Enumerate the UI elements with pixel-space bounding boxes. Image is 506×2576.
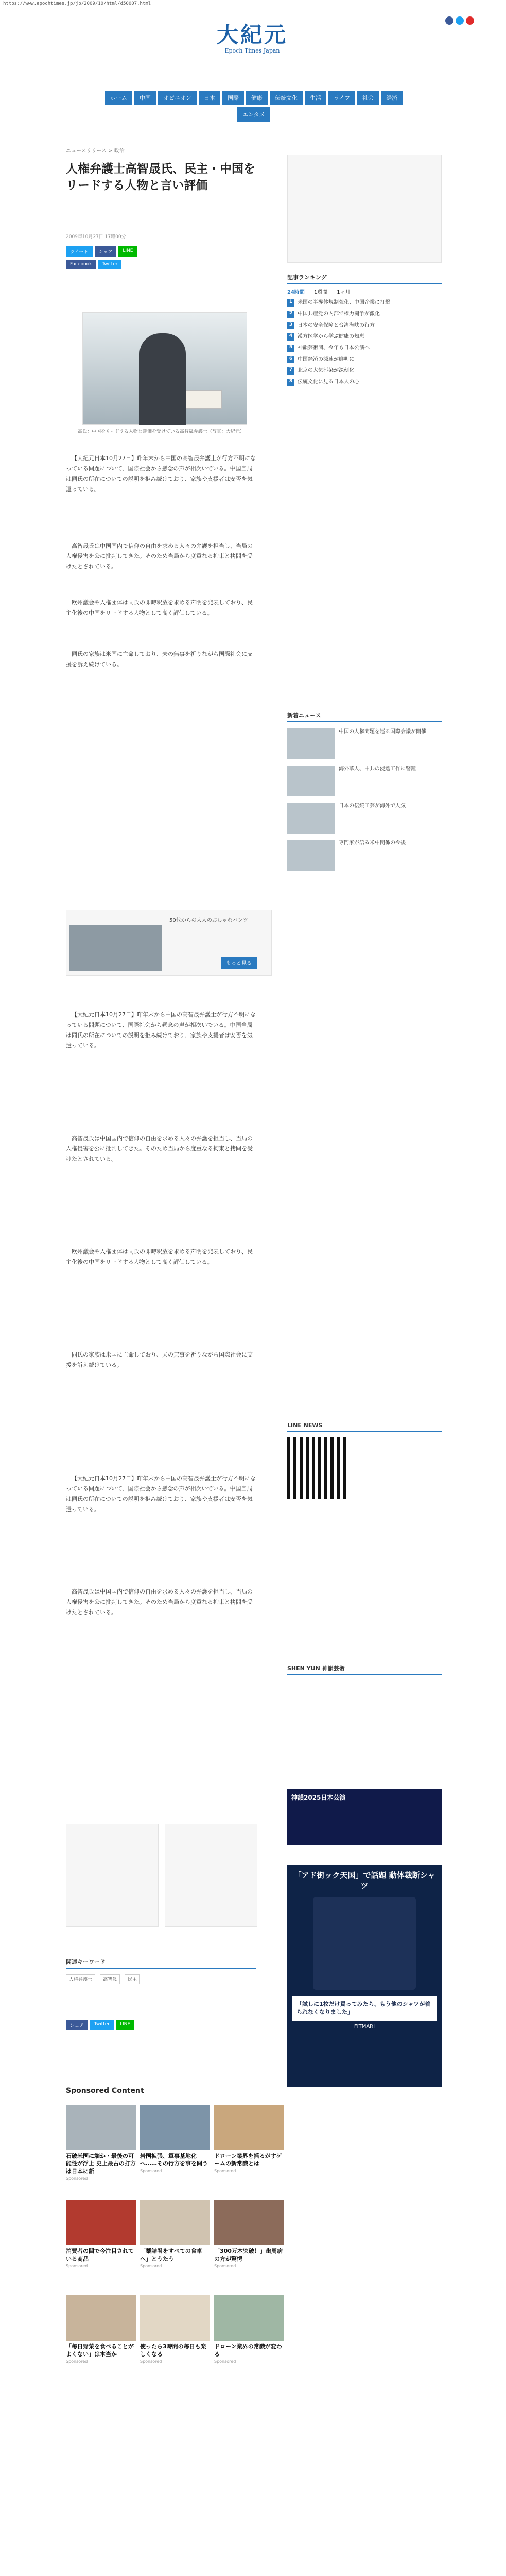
ranking-item-title: 漢方医学から学ぶ健康の知恵 <box>298 334 364 340</box>
keywords-title: 関連キーワード <box>66 1958 256 1969</box>
ranking-title: 記事ランキング <box>287 273 442 284</box>
keyword-tag[interactable]: 民主 <box>125 1974 140 1984</box>
card-source: Sponsored <box>140 2359 162 2364</box>
breadcrumb[interactable]: ニュースリリース > 政治 <box>66 148 125 154</box>
sidebar-camera-ad[interactable] <box>287 155 442 263</box>
news-item[interactable] <box>287 766 442 796</box>
share-bar-bottom <box>66 2020 134 2030</box>
article-paragraph: 【大紀元日本10月27日】昨年末から中国の高智晟弁護士が行方不明になっている問題について、国際社会から懸念の声が相次いでいる。中国当局は同氏の所在についての説明を拒み続けており、家族や支援者は安否を気遣っている。 <box>66 1475 256 1513</box>
card-title: 使ったら3時間の毎日も楽しくなる <box>140 2343 206 2358</box>
ranking-item-title: 米国の半導体規制強化、中国企業に打撃 <box>298 300 390 306</box>
sponsored-card[interactable] <box>66 2295 136 2364</box>
tab-week[interactable]: 1週間 <box>313 290 328 295</box>
shenyun-banner-text: 神韻2025日本公演 <box>291 1794 346 1801</box>
sponsored-card[interactable] <box>66 2200 136 2268</box>
card-title: 「300万本突破！」歯周病の方が驚愕 <box>214 2248 283 2262</box>
sidebar-ad-left[interactable] <box>66 1824 159 1927</box>
ranking-item[interactable] <box>287 379 442 386</box>
nav-item[interactable]: ライフ <box>328 91 355 105</box>
news-thumb <box>287 803 335 834</box>
news-item[interactable] <box>287 840 442 871</box>
nav-item[interactable]: 社会 <box>357 91 379 105</box>
card-image <box>214 2105 284 2150</box>
sponsored-card[interactable] <box>214 2200 284 2268</box>
ranking-item-title: 北京の大気汚染が深刻化 <box>298 368 354 374</box>
ranking-item[interactable] <box>287 367 442 375</box>
article-paragraph: 高智晟氏は中国国内で信仰の自由を求める人々の弁護を担当し、当局の人権侵害を公に批判してきた。そのため当局から度重なる拘束と拷問を受けたとされている。 <box>66 1135 253 1162</box>
rank-number: 5 <box>287 345 294 352</box>
card-image <box>140 2200 210 2245</box>
sponsored-card[interactable] <box>214 2105 284 2173</box>
card-title: 消費者の間で今注目されている商品 <box>66 2248 134 2262</box>
nav-item[interactable]: 日本 <box>199 91 220 105</box>
card-image <box>214 2295 284 2341</box>
sponsored-card[interactable] <box>140 2295 210 2364</box>
line-share-button[interactable]: LINE <box>118 246 137 257</box>
keyword-tag[interactable]: 人権弁護士 <box>66 1974 95 1984</box>
card-title: 岩国拡張、軍事基地化へ……その行方を事を問う <box>140 2153 208 2167</box>
shop-banner[interactable] <box>287 1865 442 2087</box>
card-source: Sponsored <box>140 2168 162 2173</box>
sidebar-ad-right[interactable] <box>165 1824 257 1927</box>
card-image <box>140 2295 210 2341</box>
ad-label: 50代からの大人のおしゃれパンツ <box>169 918 248 923</box>
twitter-share-button[interactable]: Twitter <box>98 260 121 269</box>
card-title: 「藁詰肴をすべての食卓へ」とうたう <box>140 2248 202 2262</box>
nav-item[interactable]: 中国 <box>134 91 156 105</box>
card-image <box>66 2200 136 2245</box>
shirt-image <box>313 1897 416 1990</box>
twitter-share-button[interactable]: Twitter <box>90 2020 114 2030</box>
shop-banner-quote: 「試しに1枚だけ買ってみたら、もう他のシャツが着られなくなりました」 <box>292 1996 437 2021</box>
name-plate <box>186 390 222 409</box>
card-source: Sponsored <box>214 2359 236 2364</box>
shop-brand: FITMARI <box>354 2024 375 2029</box>
ranking-item-title: 伝統文化に見る日本人の心 <box>298 379 359 385</box>
sponsored-title: Sponsored Content <box>66 2087 144 2095</box>
photo-caption: 高氏：中国をリードする人物と評価を受けている高智晟弁護士（写真：大紀元） <box>78 429 245 434</box>
article-paragraph: 欧州議会や人権団体は同氏の即時釈放を求める声明を発表しており、民主化後の中国をリードする人物として高く評価している。 <box>66 1248 253 1265</box>
news-title: 新着ニュース <box>287 711 442 722</box>
article-paragraph: 同氏の家族は米国に亡命しており、夫の無事を祈りながら国際社会に支援を訴え続けている。 <box>66 1351 253 1368</box>
ranking-item-title: 日本の安全保障と台湾海峡の行方 <box>298 323 375 328</box>
news-thumb <box>287 766 335 796</box>
main-nav <box>97 91 411 122</box>
qr-code[interactable] <box>287 1437 349 1499</box>
news-thumb <box>287 728 335 759</box>
sponsored-card[interactable] <box>66 2105 136 2181</box>
card-source: Sponsored <box>140 2264 162 2268</box>
ad-image <box>69 925 162 971</box>
site-logo[interactable] <box>196 23 309 54</box>
news-item[interactable] <box>287 803 442 834</box>
ranking-item[interactable] <box>287 311 442 318</box>
facebook-share-button[interactable]: シェア <box>95 246 117 257</box>
line-share-button[interactable]: LINE <box>116 2020 134 2030</box>
rank-number: 8 <box>287 379 294 386</box>
article-paragraph: 同氏の家族は米国に亡命しており、夫の無事を祈りながら国際社会に支援を訴え続けている。 <box>66 651 253 668</box>
video-ad[interactable] <box>66 910 272 976</box>
nav-item[interactable]: 経済 <box>381 91 403 105</box>
rank-number: 3 <box>287 322 294 329</box>
facebook-share-button[interactable]: シェア <box>66 2020 88 2030</box>
nav-item[interactable]: 生活 <box>305 91 326 105</box>
article-paragraph: 【大紀元日本10月27日】昨年末から中国の高智晟弁護士が行方不明になっている問題について、国際社会から懸念の声が相次いでいる。中国当局は同氏の所在についての説明を拒み続けており、家族や支援者は安否を気遣っている。 <box>66 455 256 493</box>
ranking-item[interactable] <box>287 322 442 329</box>
rank-number: 2 <box>287 311 294 318</box>
ranking-item[interactable] <box>287 333 442 341</box>
card-title: 「毎日野菜を食べることがよくない」は本当か <box>66 2343 134 2358</box>
card-image <box>66 2105 136 2150</box>
rank-number: 1 <box>287 299 294 307</box>
twitter-icon[interactable] <box>456 16 464 25</box>
card-image <box>66 2295 136 2341</box>
facebook-share-button[interactable]: Facebook <box>66 260 96 269</box>
ad-cta-button[interactable]: もっと見る <box>221 957 257 969</box>
ranking-item-title: 中国経済の減速が鮮明に <box>298 357 354 362</box>
ranking-section <box>287 273 442 386</box>
rank-number: 6 <box>287 356 294 363</box>
share-bar <box>66 246 137 257</box>
nav-item[interactable]: エンタメ <box>237 107 270 122</box>
card-title: ドローン業界を揺るがすゲームの新常識とは <box>214 2153 282 2167</box>
person-figure <box>139 333 186 425</box>
news-item-title: 海外華人、中共の浸透工作に警鐘 <box>339 766 416 772</box>
shenyun-section <box>287 1664 442 1845</box>
article-paragraph: 高智晟氏は中国国内で信仰の自由を求める人々の弁護を担当し、当局の人権侵害を公に批判してきた。そのため当局から度重なる拘束と拷問を受けたとされている。 <box>66 1588 253 1616</box>
news-thumb <box>287 840 335 871</box>
tab-month[interactable]: 1ヶ月 <box>337 290 351 295</box>
line-title: LINE NEWS <box>287 1422 442 1432</box>
article-photo <box>82 312 247 425</box>
tweet-button[interactable]: ツイート <box>66 246 93 257</box>
article-paragraph: 【大紀元日本10月27日】昨年末から中国の高智晟弁護士が行方不明になっている問題について、国際社会から懸念の声が相次いでいる。中国当局は同氏の所在についての説明を拒み続けており、家族や支援者は安否を気遣っている。 <box>66 1011 256 1049</box>
rank-number: 7 <box>287 367 294 375</box>
nav-item[interactable]: 伝統文化 <box>270 91 303 105</box>
keyword-tag[interactable]: 高智晟 <box>100 1974 120 1984</box>
news-item-title: 中国の人権問題を巡る国際会議が開催 <box>339 729 426 735</box>
rank-number: 4 <box>287 333 294 341</box>
sponsored-card[interactable] <box>140 2105 210 2173</box>
sponsored-card[interactable] <box>140 2200 210 2268</box>
nav-item[interactable]: 国際 <box>222 91 244 105</box>
facebook-icon[interactable] <box>445 16 453 25</box>
shenyun-banner[interactable] <box>287 1789 442 1845</box>
nav-item[interactable]: オピニオン <box>158 91 197 105</box>
card-source: Sponsored <box>214 2168 236 2173</box>
ranking-item[interactable] <box>287 299 442 307</box>
share-bar-2 <box>66 260 121 269</box>
news-section <box>287 711 442 871</box>
article-title: 人権弁護士高智晟氏、民主・中国をリードする人物と言い評価 <box>66 162 255 192</box>
card-source: Sponsored <box>66 2264 88 2268</box>
social-links <box>445 16 474 25</box>
ranking-item[interactable] <box>287 345 442 352</box>
youtube-icon[interactable] <box>466 16 474 25</box>
ranking-item-title: 中国共産党の内部で権力闘争が激化 <box>298 311 380 317</box>
logo-subtitle: Epoch Times Japan <box>224 47 280 54</box>
news-item-title: 日本の伝統工芸が海外で人気 <box>339 803 406 809</box>
card-title: 石破米国に端か・最後の可能性が浮上 史上最古の打方は日本に新 <box>66 2153 136 2175</box>
article-date: 2009年10月27日 17時00分 <box>66 234 126 240</box>
sponsored-card[interactable] <box>214 2295 284 2364</box>
article-paragraph: 高智晟氏は中国国内で信仰の自由を求める人々の弁護を担当し、当局の人権侵害を公に批判してきた。そのため当局から度重なる拘束と拷問を受けたとされている。 <box>66 543 253 570</box>
tab-24h[interactable]: 24時間 <box>287 290 305 295</box>
card-image <box>214 2200 284 2245</box>
nav-item[interactable]: ホーム <box>105 91 132 105</box>
address-bar[interactable]: https://www.epochtimes.jp/jp/2009/10/html/d50007.html <box>3 1 151 6</box>
article-paragraph: 欧州議会や人権団体は同氏の即時釈放を求める声明を発表しており、民主化後の中国をリードする人物として高く評価している。 <box>66 599 253 616</box>
shop-banner-title: 「アド街ック天国」で話題 動体裁断シャツ <box>293 1871 435 1890</box>
card-title: ドローン業界の常識が変わる <box>214 2343 282 2358</box>
line-section <box>287 1422 442 1499</box>
card-source: Sponsored <box>66 2359 88 2364</box>
nav-item[interactable]: 健康 <box>246 91 268 105</box>
logo-text: 大紀元 <box>216 22 288 47</box>
news-item[interactable] <box>287 728 442 759</box>
ranking-item[interactable] <box>287 356 442 363</box>
news-item-title: 専門家が語る米中関係の今後 <box>339 840 406 846</box>
keywords-section <box>66 1958 256 1984</box>
card-source: Sponsored <box>66 2176 88 2181</box>
card-source: Sponsored <box>214 2264 236 2268</box>
shenyun-title: SHEN YUN 神韻芸術 <box>287 1664 442 1675</box>
ranking-item-title: 神韻芸術団、今年も日本公演へ <box>298 345 370 351</box>
card-image <box>140 2105 210 2150</box>
